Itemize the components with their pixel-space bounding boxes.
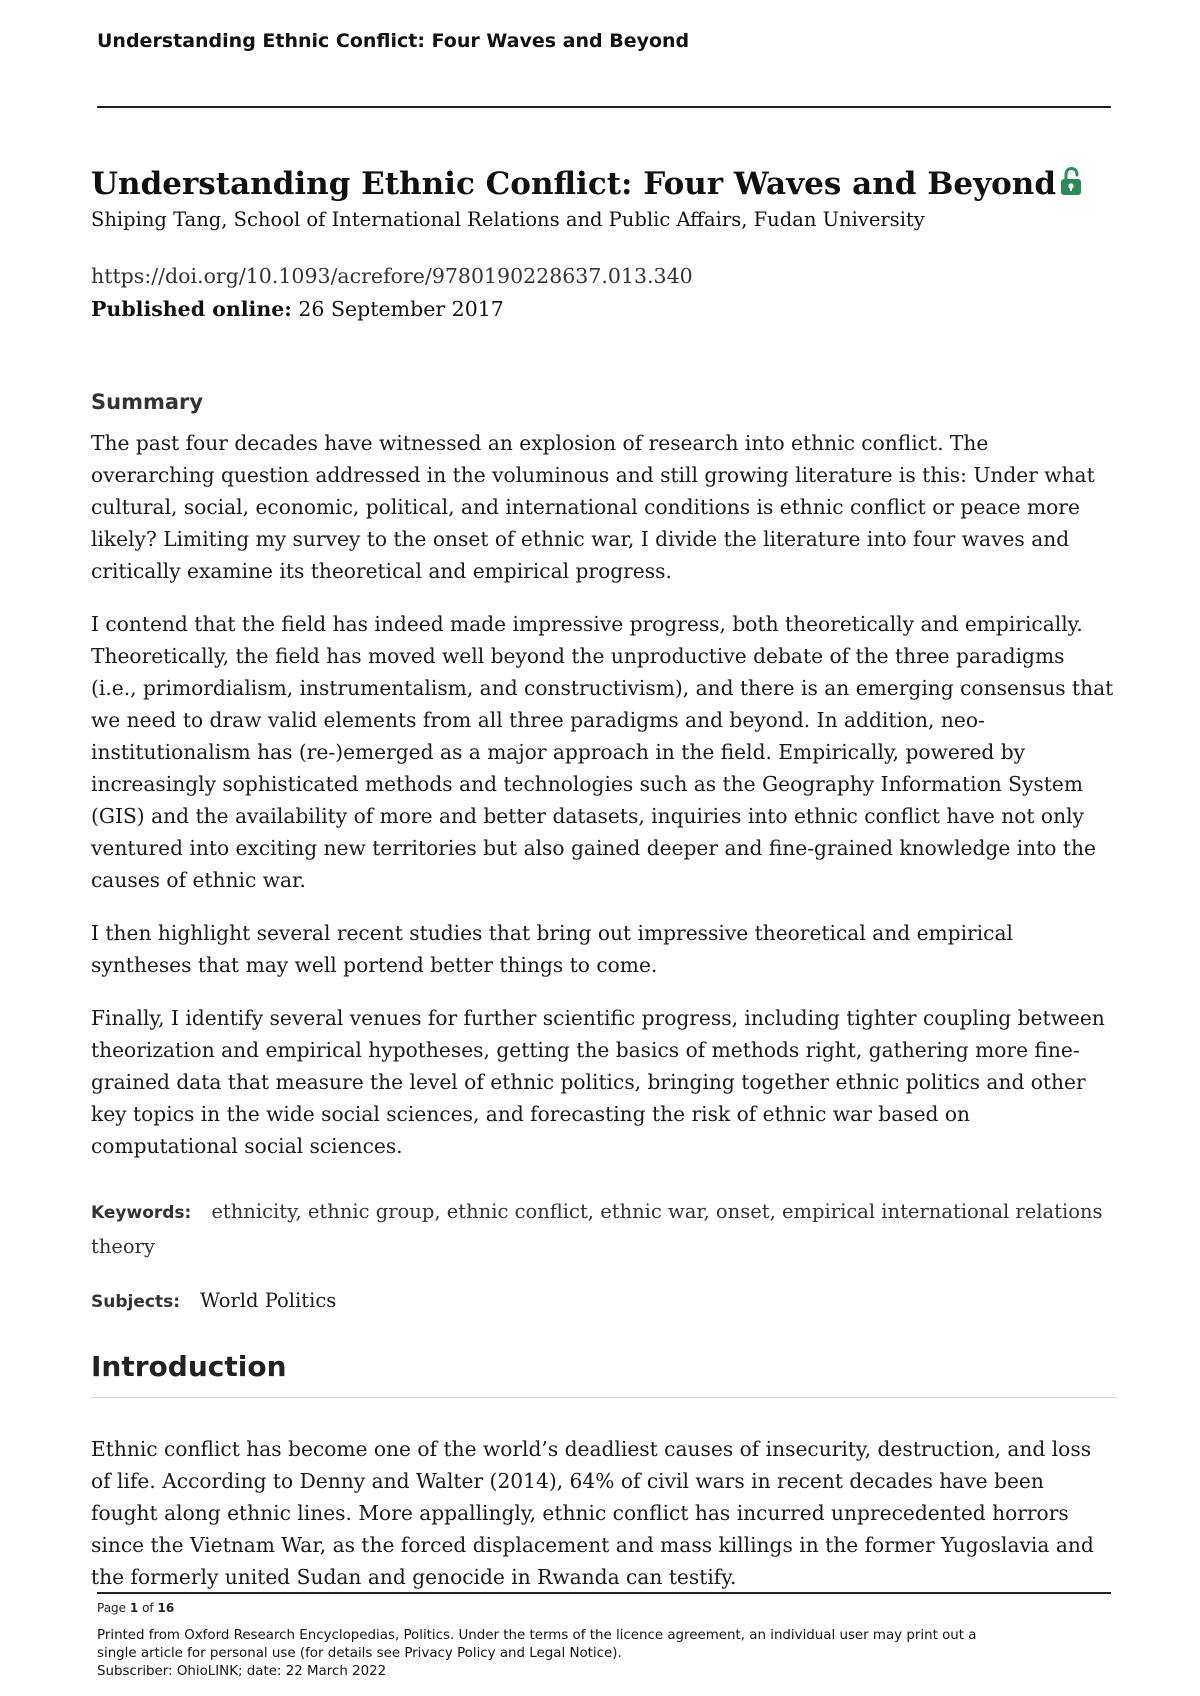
- page-prefix: Page: [97, 1601, 127, 1615]
- introduction-paragraph: [91, 1433, 1116, 1593]
- footer-divider: [97, 1592, 1111, 1594]
- running-head: Understanding Ethnic Conflict: Four Waves and Beyond: [97, 30, 690, 52]
- introduction-heading: Introduction: [91, 1350, 287, 1383]
- published-value: 26 September 2017: [298, 297, 504, 321]
- summary-heading: Summary: [91, 390, 204, 414]
- keywords-label: Keywords:: [91, 1203, 192, 1223]
- page-indicator: [97, 1601, 174, 1615]
- introduction-divider: [91, 1397, 1117, 1398]
- footer-line: Printed from Oxford Research Encyclopedias, Politics. Under the terms of the licence agreement, an individual user may print out a: [97, 1628, 977, 1643]
- page-total: 16: [157, 1601, 175, 1615]
- article-title-text: Understanding Ethnic Conflict: Four Waves and Beyond: [91, 166, 1057, 202]
- intro-text-start: Ethnic conflict has become one of the world’s deadliest causes of insecurity, destruction, and loss of life. According to Denny and Walter (: [91, 1437, 1092, 1493]
- doi-link[interactable]: https://doi.org/10.1093/acrefore/9780190228637.013.340: [91, 264, 693, 288]
- summary-paragraph: I then highlight several recent studies that bring out impressive theoretical and empirical syntheses that may well portend better things to come.: [91, 921, 1013, 977]
- footer-line: Subscriber: OhioLINK; date: 22 March 2022: [97, 1664, 387, 1679]
- summary-body: [91, 427, 1116, 1183]
- intro-text-end: ), 64% of civil wars in recent decades have been fought along ethnic lines. More appallingly, ethnic conflict has incurred unprecedented horrors since the Vietnam War, as the forced displacement and mass killings in the former Yugoslavia and the formerly united Sudan and genocide in Rwanda can testify.: [91, 1469, 1094, 1589]
- open-lock-icon: [1060, 166, 1082, 204]
- summary-paragraph: The past four decades have witnessed an explosion of research into ethnic conflict. The overarching question addressed in the voluminous and still growing literature is this: Under what cultural, social, economic, political, and international conditions is ethnic conflict or peace more likely? Limiting my survey to the onset of ethnic war, I divide the literature into four waves and critically examine its theoretical and empirical progress.: [91, 431, 1095, 583]
- article-title: [91, 166, 1082, 204]
- subjects-label: Subjects:: [91, 1292, 180, 1312]
- footer-note: [97, 1627, 1112, 1681]
- summary-paragraph: Finally, I identify several venues for further scientific progress, including tighter coupling between theorization and empirical hypotheses, getting the basics of methods right, gathering more fine-grained data that measure the level of ethnic politics, bringing together ethnic politics and other key topics in the wide social sciences, and forecasting the risk of ethnic war based on computational social sciences.: [91, 1006, 1105, 1158]
- footer-line: single article for personal use (for details see Privacy Policy and Legal Notice).: [97, 1646, 622, 1661]
- published-date: [91, 297, 504, 321]
- keywords-list: ethnicity, ethnic group, ethnic conflict, ethnic war, onset, empirical international relations theory: [91, 1200, 1103, 1258]
- author-affiliation: Shiping Tang, School of International Relations and Public Affairs, Fudan University: [91, 208, 925, 231]
- subjects: [91, 1289, 336, 1312]
- subjects-value: World Politics: [200, 1289, 337, 1312]
- header-divider: [97, 106, 1111, 108]
- page-current: 1: [129, 1601, 139, 1615]
- citation-link-2014[interactable]: 2014: [497, 1469, 549, 1493]
- page-of: of: [142, 1601, 154, 1615]
- keywords: [91, 1195, 1116, 1264]
- summary-paragraph: I contend that the field has indeed made impressive progress, both theoretically and empirically. Theoretically, the field has moved well beyond the unproductive debate of the three paradigms (i.e., primordialism, instrumentalism, and constructivism), and there is an emerging consensus that we need to draw valid elements from all three paradigms and beyond. In addition, neo-institutionalism has (re-)emerged as a major approach in the field. Empirically, powered by increasingly sophisticated methods and technologies such as the Geography Information System (GIS) and the availability of more and better datasets, inquiries into ethnic conflict have not only ventured into exciting new territories but also gained deeper and fine-grained knowledge into the causes of ethnic war.: [91, 612, 1114, 892]
- published-label: Published online:: [91, 297, 292, 321]
